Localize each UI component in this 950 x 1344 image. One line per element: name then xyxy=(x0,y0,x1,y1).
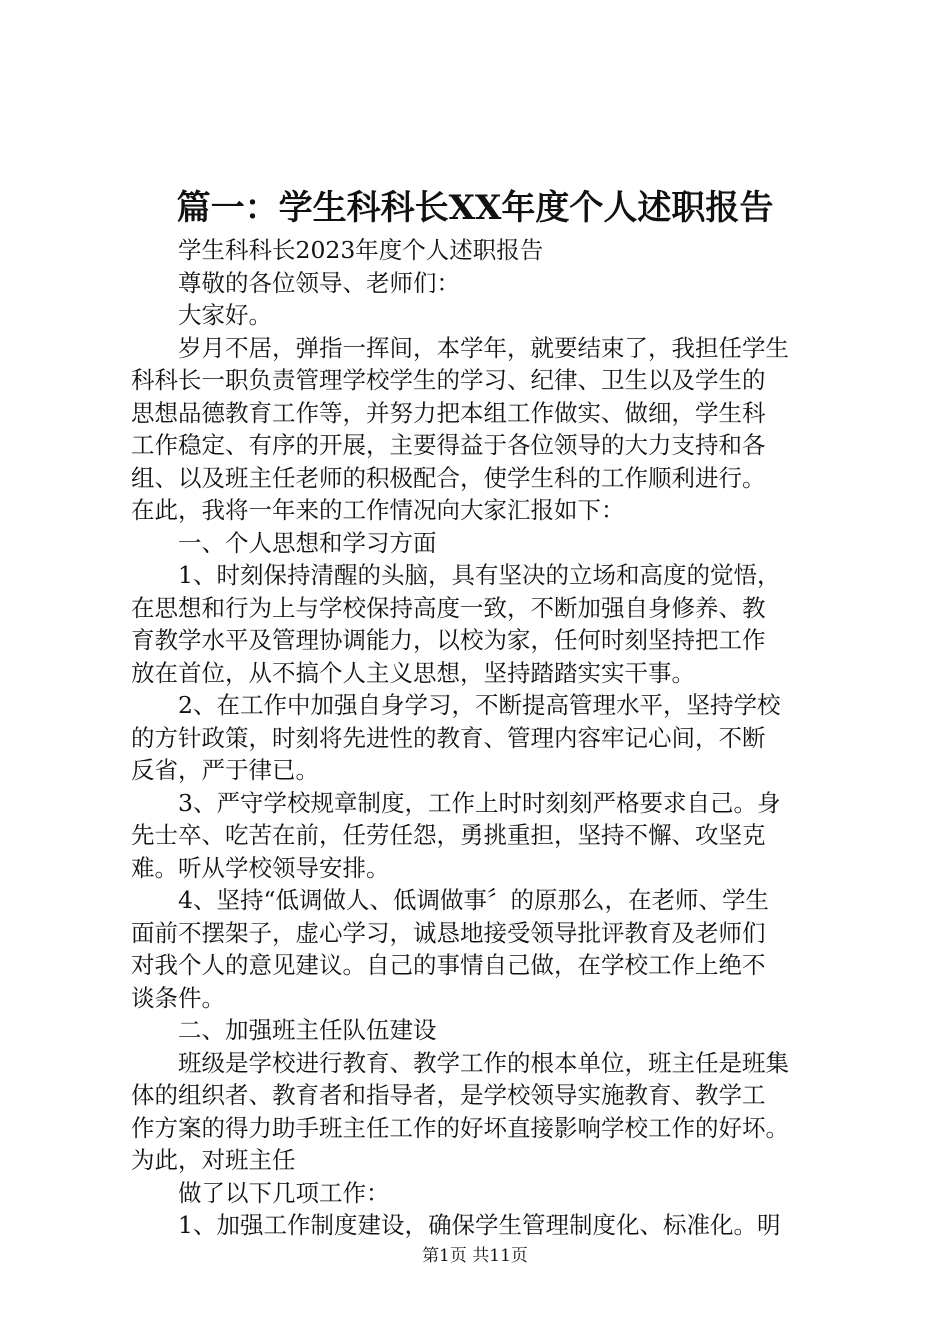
text-line: 在此，我将一年来的工作情况向大家汇报如下： xyxy=(131,496,625,524)
text-line: 大家好。 xyxy=(178,301,272,329)
text-line: 二、加强班主任队伍建设 xyxy=(178,1016,437,1044)
text-line: 对我个人的意见建议。自己的事情自己做，在学校工作上绝不 xyxy=(131,951,766,979)
text-line: 组、以及班主任老师的积极配合，使学生科的工作顺利进行。 xyxy=(131,463,766,492)
text-line: 班级是学校进行教育、教学工作的根本单位，班主任是班集 xyxy=(178,1048,789,1077)
text-line: 工作稳定、有序的开展，主要得益于各位领导的大力支持和各 xyxy=(131,431,766,459)
text-line: 岁月不居，弹指一挥间，本学年，就要结束了，我担任学生 xyxy=(178,333,789,362)
document-title: 篇一：学生科科长XX年度个人述职报告 xyxy=(176,188,774,228)
text-line: 的方针政策，时刻将先进性的教育、管理内容牢记心间，不断 xyxy=(131,723,766,752)
text-line: 1、时刻保持清醒的头脑，具有坚决的立场和高度的觉悟， xyxy=(178,561,781,589)
text-line: 3、严守学校规章制度，工作上时时刻刻严格要求自己。身 xyxy=(178,788,781,817)
text-line: 育教学水平及管理协调能力，以校为家，任何时刻坚持把工作 xyxy=(131,626,766,654)
text-line: 难。听从学校领导安排。 xyxy=(131,853,390,882)
text-line: 学生科科长2023年度个人述职报告 xyxy=(178,236,544,264)
text-line: 为此，对班主任 xyxy=(131,1146,296,1174)
text-line: 1、加强工作制度建设，确保学生管理制度化、标准化。明 xyxy=(178,1211,781,1239)
text-line: 思想品德教育工作等，并努力把本组工作做实、做细，学生科 xyxy=(131,398,766,427)
text-line: 作方案的得力助手班主任工作的好坏直接影响学校工作的好坏。 xyxy=(131,1113,789,1142)
page-footer: 第1页 共11页 xyxy=(422,1246,528,1266)
text-line: 体的组织者、教育者和指导者，是学校领导实施教育、教学工 xyxy=(131,1081,766,1109)
text-line: 反省，严于律已。 xyxy=(131,756,319,784)
text-line: 先士卒、吃苦在前，任劳任怨，勇挑重担，坚持不懈、攻坚克 xyxy=(131,821,766,849)
text-line: 4、坚持“低调做人、低调做事〞的原那么，在老师、学生 xyxy=(178,886,769,914)
text-line: 面前不摆架子，虚心学习，诚恳地接受领导批评教育及老师们 xyxy=(131,918,766,947)
text-line: 做了以下几项工作： xyxy=(178,1178,390,1207)
text-line: 在思想和行为上与学校保持高度一致，不断加强自身修养、教 xyxy=(131,593,766,622)
text-line: 科科长一职负责管理学校学生的学习、纪律、卫生以及学生的 xyxy=(131,366,766,394)
text-line: 谈条件。 xyxy=(131,983,225,1012)
text-line: 放在首位，从不搞个人主义思想，坚持踏踏实实干事。 xyxy=(131,658,695,687)
text-line: 一、个人思想和学习方面 xyxy=(178,528,437,557)
document-body xyxy=(131,234,831,1242)
text-line: 尊敬的各位领导、老师们： xyxy=(178,268,460,297)
text-line: 2、在工作中加强自身学习，不断提高管理水平，坚持学校 xyxy=(178,691,781,719)
